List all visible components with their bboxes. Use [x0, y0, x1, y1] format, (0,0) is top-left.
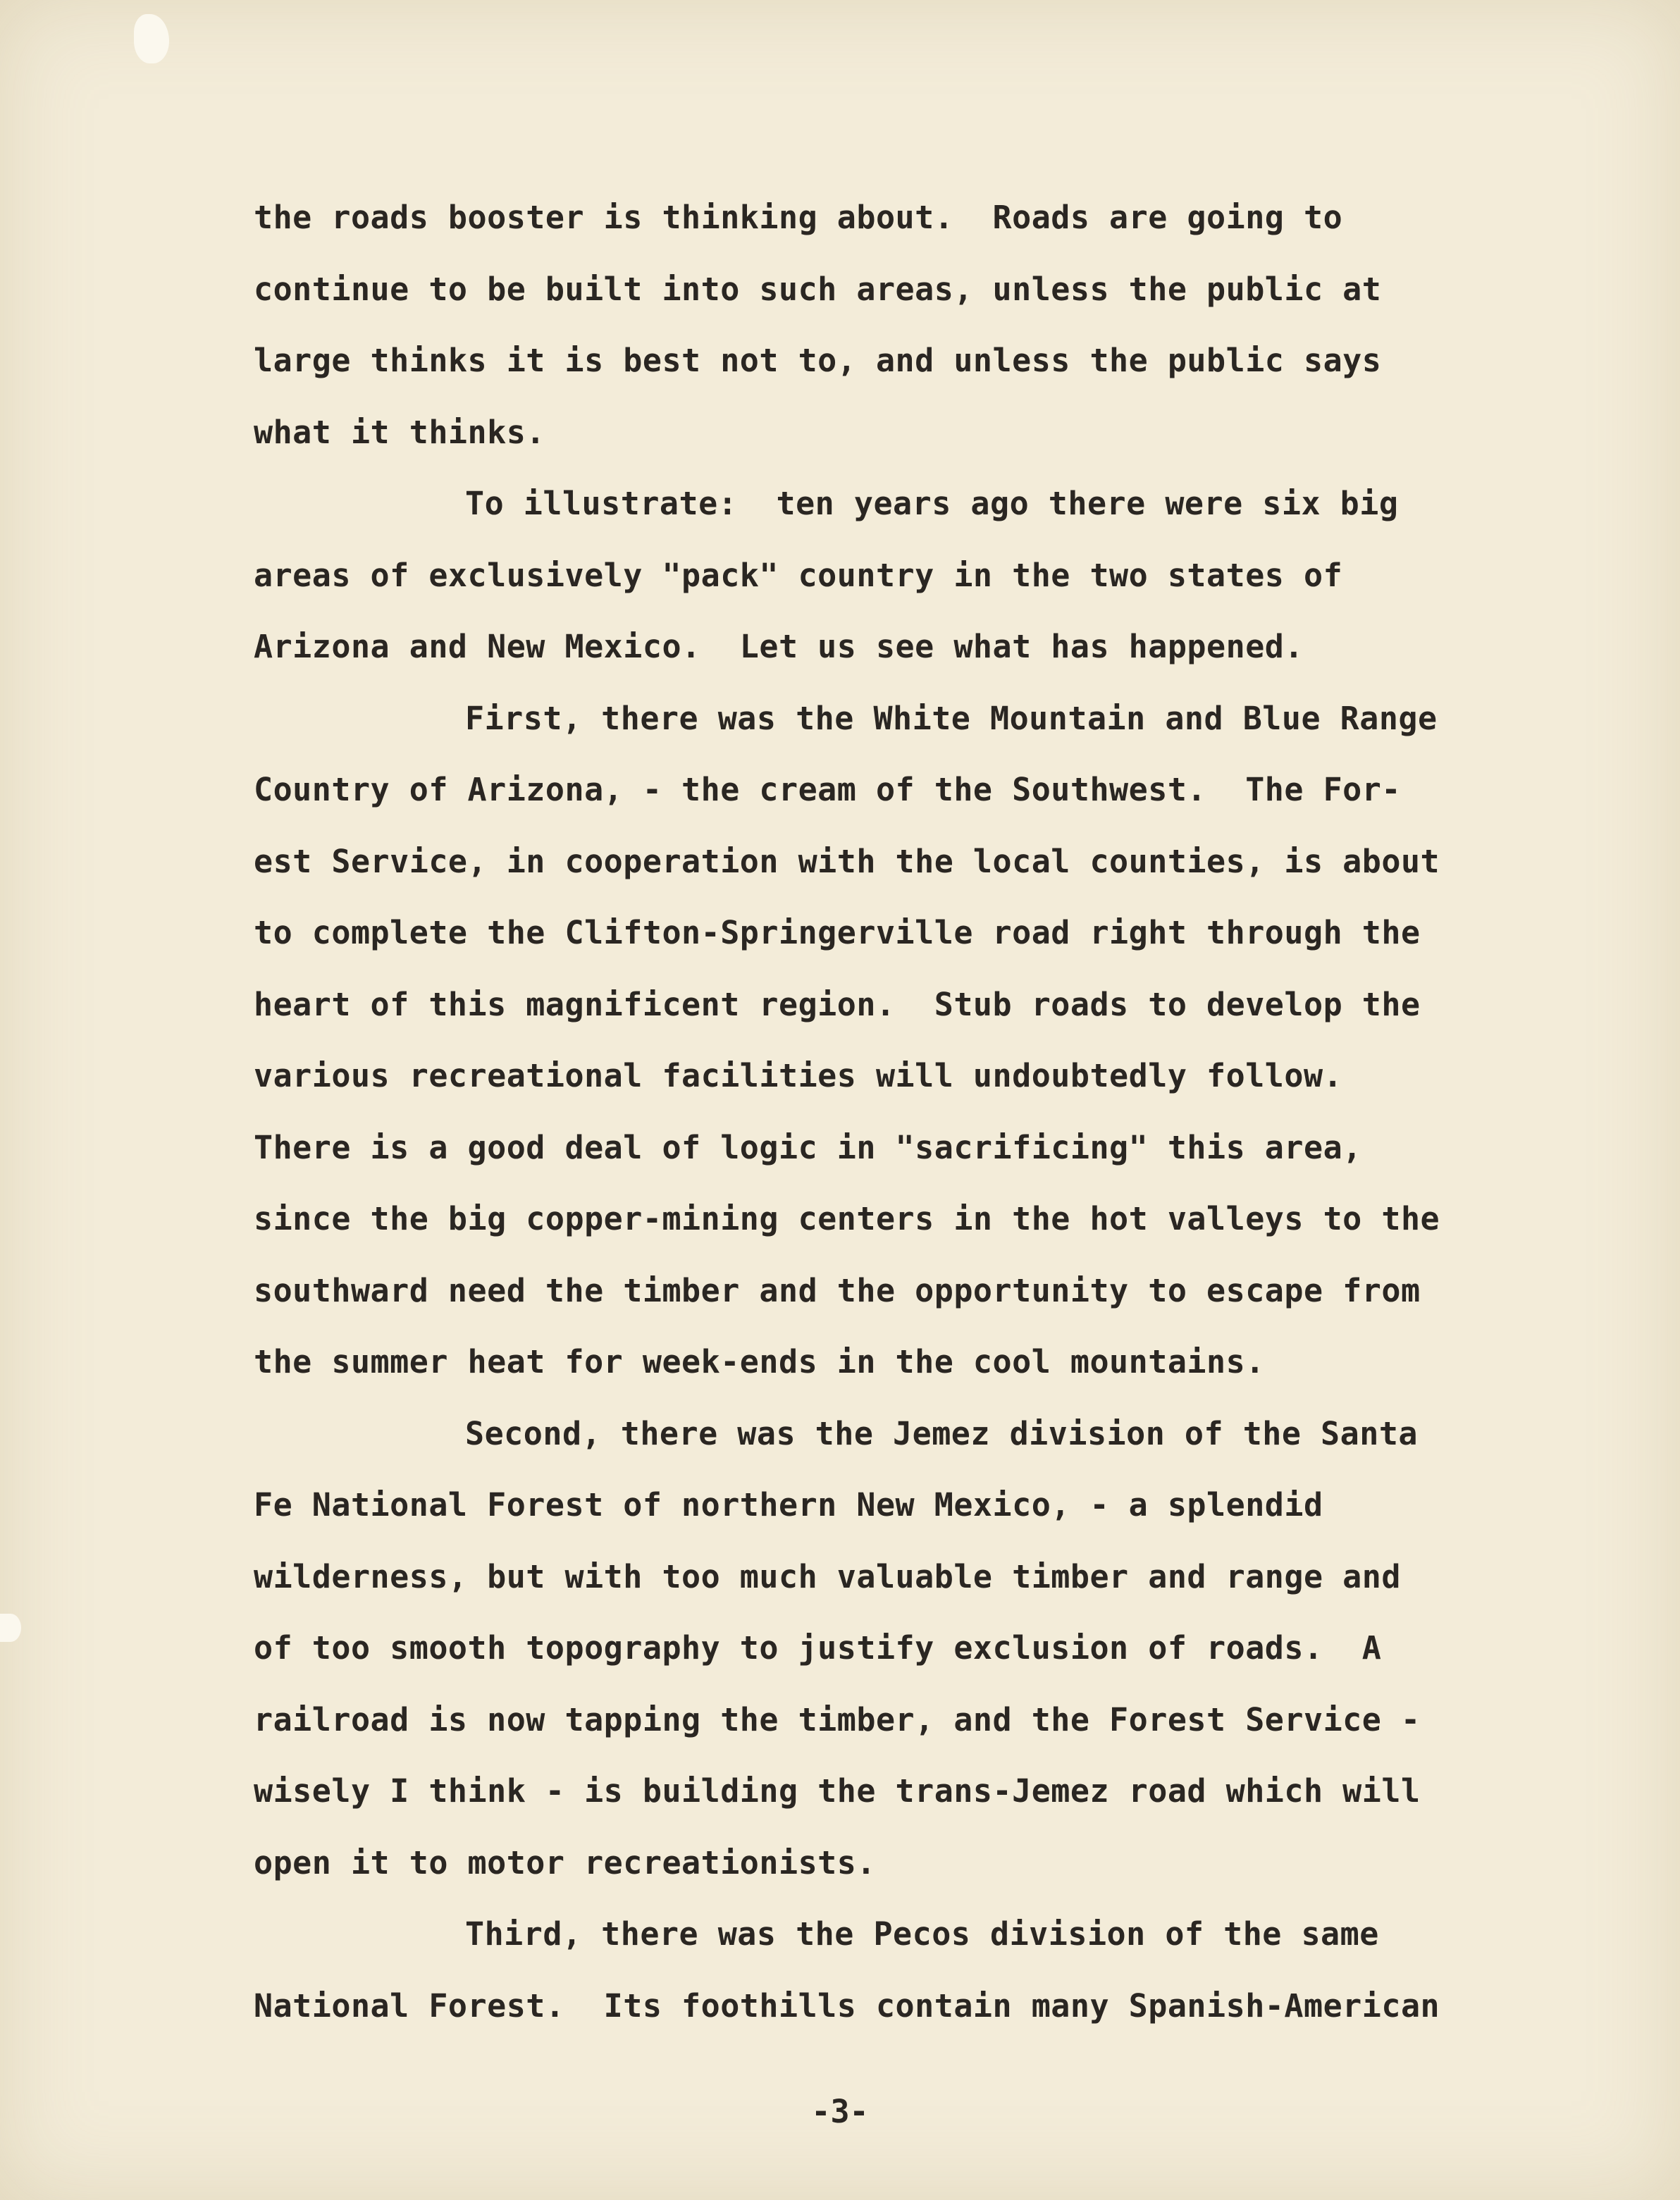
- text-line: Fe National Forest of northern New Mexico, - a splendid: [254, 1486, 1323, 1524]
- text-line: wisely I think - is building the trans-Jemez road which will: [254, 1772, 1421, 1810]
- text-line: heart of this magnificent region. Stub roads to develop the: [254, 985, 1421, 1023]
- paragraph-first-line: Second, there was the Jemez division of the Santa: [465, 1414, 1419, 1452]
- text-line: Country of Arizona, - the cream of the Southwest. The For-: [254, 771, 1401, 808]
- paragraph-first-line: First, there was the White Mountain and Blue Range: [465, 699, 1438, 737]
- typed-text-body: [254, 182, 1564, 2041]
- paper-tear-mark: [134, 14, 169, 63]
- text-line: what it thinks.: [254, 413, 545, 451]
- text-line: continue to be built into such areas, unless the public at: [254, 270, 1382, 308]
- text-line: Arizona and New Mexico. Let us see what has happened.: [254, 628, 1304, 665]
- text-line: wilderness, but with too much valuable timber and range and: [254, 1557, 1401, 1595]
- text-line: the summer heat for week-ends in the cool mountains.: [254, 1343, 1265, 1380]
- text-line: National Forest. Its foothills contain many Spanish-American: [254, 1986, 1440, 2025]
- text-line: of too smooth topography to justify exclusion of roads. A: [254, 1629, 1382, 1667]
- text-line: to complete the Clifton-Springerville road right through the: [254, 914, 1421, 951]
- text-line: areas of exclusively "pack" country in the two states of: [254, 556, 1343, 594]
- page-number: -3-: [811, 2093, 869, 2130]
- paragraph-first-line: To illustrate: ten years ago there were six big: [465, 485, 1399, 522]
- text-line: since the big copper-mining centers in the hot valleys to the: [254, 1200, 1440, 1237]
- paragraph-first-line: Third, there was the Pecos division of the same: [465, 1915, 1379, 1953]
- text-line: There is a good deal of logic in "sacrificing" this area,: [254, 1128, 1362, 1166]
- text-line: open it to motor recreationists.: [254, 1843, 876, 1881]
- text-line: est Service, in cooperation with the local counties, is about: [254, 842, 1440, 880]
- text-line: various recreational facilities will undoubtedly follow.: [254, 1057, 1343, 1094]
- paper-edge-nick: [0, 1614, 21, 1642]
- text-line: southward need the timber and the opportunity to escape from: [254, 1271, 1421, 1309]
- text-line: large thinks it is best not to, and unless the public says: [254, 342, 1382, 379]
- text-line: the roads booster is thinking about. Roads are going to: [254, 199, 1343, 236]
- text-line: railroad is now tapping the timber, and the Forest Service -: [254, 1700, 1421, 1738]
